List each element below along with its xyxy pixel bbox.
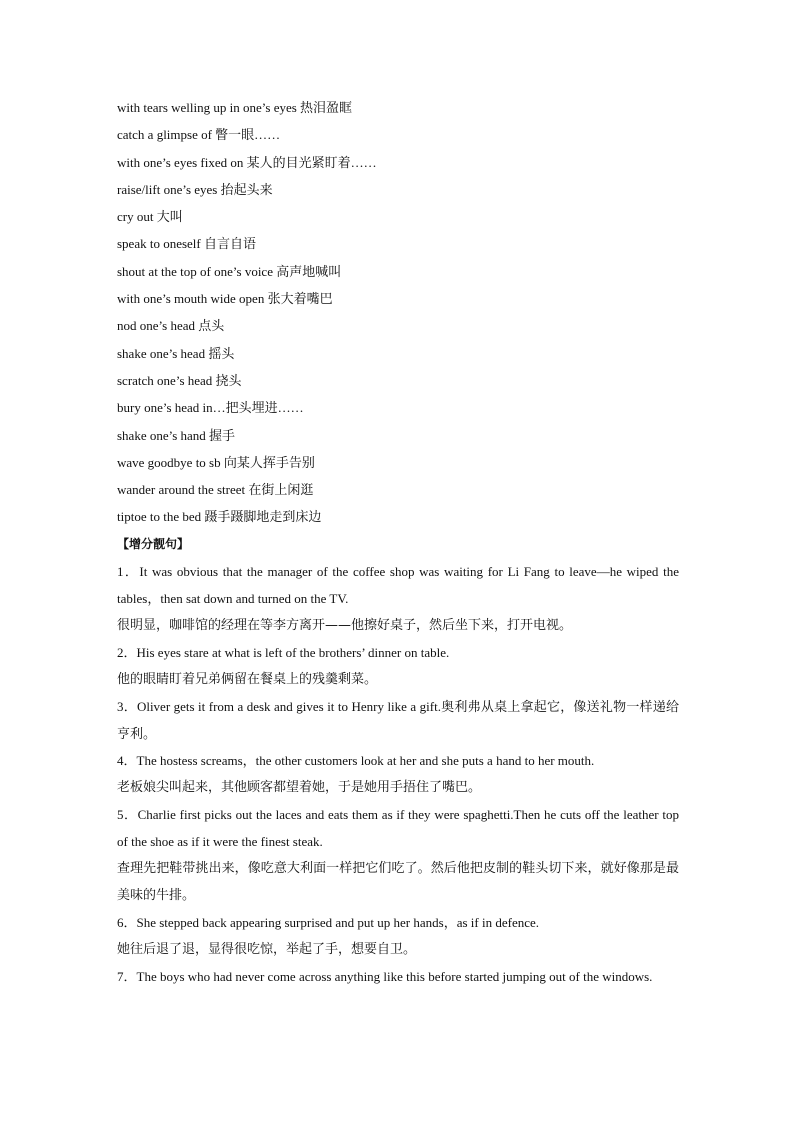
sentence-english: 1．It was obvious that the manager of the coffee shop was waiting for Li Fang to leave—he wiped the tables，then sat down and turned on the TV.: [117, 563, 679, 606]
phrase-item: with one’s mouth wide open 张大着嘴巴: [117, 291, 333, 307]
phrase-item: with tears welling up in one’s eyes 热泪盈眶: [117, 100, 353, 115]
document-page: [117, 94, 679, 990]
sentence-english: 2．His eyes stare at what is left of the brothers’ dinner on table.: [117, 644, 450, 660]
sentence-chinese: 老板娘尖叫起来，其他顾客都望着她，于是她用手捂住了嘴巴。: [117, 779, 482, 795]
phrase-item: wave goodbye to sb 向某人挥手告别: [117, 454, 315, 470]
phrase-item: cry out 大叫: [117, 209, 183, 225]
sentence-item: [117, 558, 679, 639]
phrase-item: speak to oneself 自言自语: [117, 236, 257, 252]
sentence-item: [117, 693, 679, 747]
phrase-item: raise/lift one’s eyes 抬起头来: [117, 181, 273, 197]
phrase-list: [117, 94, 679, 531]
sentence-item: [117, 909, 679, 963]
sentence-english: 6．She stepped back appearing surprised and put up her hands，as if in defence.: [117, 914, 540, 930]
sentence-english: 7．The boys who had never come across anything like this before started jumping out of the windows.: [117, 968, 653, 984]
sentence-item: [117, 963, 679, 990]
phrase-item: nod one’s head 点头: [117, 318, 225, 334]
sentence-chinese: 很明显，咖啡馆的经理在等李方离开——他擦好桌子，然后坐下来，打开电视。: [117, 617, 573, 633]
section-heading: 【增分靓句】: [117, 536, 190, 551]
phrase-item: scratch one’s head 挠头: [117, 372, 242, 388]
sentence-chinese: 他的眼睛盯着兄弟俩留在餐桌上的残羹剩菜。: [117, 671, 378, 687]
phrase-item: shake one’s hand 握手: [117, 427, 236, 443]
phrase-item: tiptoe to the bed 蹑手蹑脚地走到床边: [117, 509, 322, 525]
phrase-item: bury one’s head in…把头埋进……: [117, 400, 304, 416]
phrase-item: shake one’s head 摇头: [117, 345, 235, 361]
phrase-item: wander around the street 在街上闲逛: [117, 482, 314, 498]
sentence-list: [117, 558, 679, 990]
sentence-item: [117, 639, 679, 693]
sentence-item: [117, 801, 679, 909]
phrase-item: shout at the top of one’s voice 高声地喊叫: [117, 263, 342, 279]
sentence-chinese: 查理先把鞋带挑出来，像吃意大利面一样把它们吃了。然后他把皮制的鞋头切下来，就好像那是最美味的牛排。: [117, 860, 679, 903]
sentence-english: 4．The hostess screams，the other customers look at her and she puts a hand to her mouth.: [117, 752, 595, 768]
sentence-chinese: 她往后退了退，显得很吃惊，举起了手，想要自卫。: [117, 941, 417, 957]
sentence-item: [117, 747, 679, 801]
sentence-english: 5．Charlie first picks out the laces and eats them as if they were spaghetti.Then he cuts off the leather top of the shoe as if it were the finest steak.: [117, 806, 679, 849]
phrase-item: catch a glimpse of 瞥一眼……: [117, 127, 281, 143]
sentence-english: 3．Oliver gets it from a desk and gives it to Henry like a gift.奥利弗从桌上拿起它，像送礼物一样递给亨利。: [117, 698, 679, 741]
phrase-item: with one’s eyes fixed on 某人的目光紧盯着……: [117, 154, 377, 170]
